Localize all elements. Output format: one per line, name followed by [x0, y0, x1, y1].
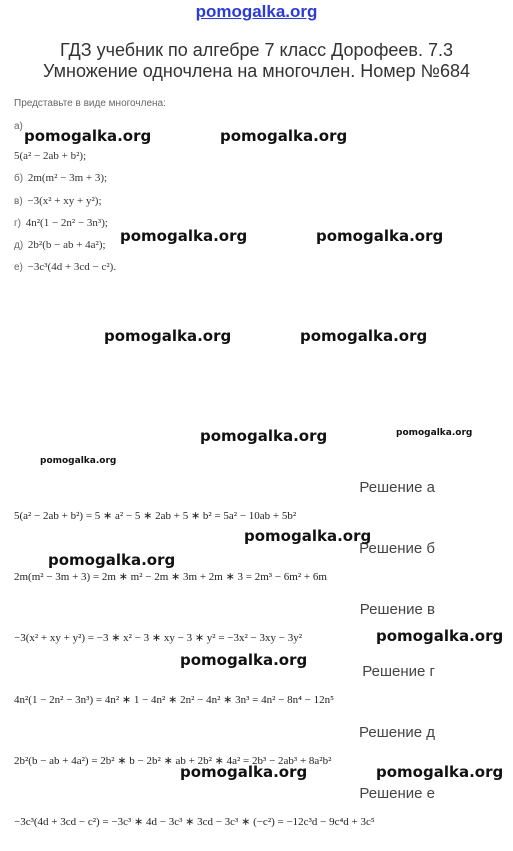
task-item-label: г) — [14, 218, 21, 229]
task-item-expr: −3c³(4d + 3cd − c²). — [27, 261, 117, 273]
watermark: pomogalka.org — [316, 227, 444, 245]
watermark: pomogalka.org — [40, 456, 117, 466]
solution-text-a: 5(a² − 2ab + b²) = 5 ∗ a² − 5 ∗ 2ab + 5 ∗ b² = 5a² − 10ab + 5b² — [14, 510, 297, 522]
task-item-expr: −3(x² + xy + y²); — [27, 195, 102, 207]
task-item-a: 5(a² − 2ab + b²); — [14, 150, 87, 162]
page-title: ГДЗ учебник по алгебре 7 класс Дорофеев. 7.3 Умножение одночлена на многочлен. Номер №684 — [43, 40, 470, 81]
solution-text-b: 2m(m² − 3m + 3) = 2m ∗ m² − 2m ∗ 3m + 2m ∗ 3 = 2m³ − 6m² + 6m — [14, 571, 327, 583]
watermark: pomogalka.org — [300, 327, 428, 345]
solution-text-d: 2b²(b − ab + 4a²) = 2b² ∗ b − 2b² ∗ ab + 2b² ∗ 4a² = 2b³ − 2ab³ + 8a²b² — [14, 755, 332, 767]
solution-heading-b: Решение б — [359, 540, 435, 557]
task-item-b — [14, 172, 107, 184]
watermark: pomogalka.org — [220, 127, 348, 145]
task-item-g — [14, 217, 108, 229]
task-intro: Представьте в виде многочлена: — [14, 98, 166, 109]
watermark: pomogalka.org — [180, 763, 308, 781]
watermark: pomogalka.org — [200, 427, 328, 445]
solution-heading-a: Решение а — [359, 479, 435, 496]
solution-heading-d: Решение д — [359, 724, 435, 741]
solution-heading-g: Решение г — [362, 663, 435, 680]
watermark: pomogalka.org — [104, 327, 232, 345]
solution-heading-v: Решение в — [359, 601, 435, 618]
task-item-expr: 2b²(b − ab + 4a²); — [27, 239, 106, 251]
watermark: pomogalka.org — [396, 428, 473, 438]
task-item-label: д) — [14, 240, 24, 251]
site-link[interactable]: pomogalka.org — [195, 2, 318, 21]
solution-text-e: −3c³(4d + 3cd − c²) = −3c³ ∗ 4d − 3c³ ∗ 3cd − 3c³ ∗ (−c²) = −12c³d − 9c⁴d + 3c⁵ — [14, 816, 375, 828]
watermark: pomogalka.org — [48, 551, 176, 569]
watermark: pomogalka.org — [24, 127, 152, 145]
solution-text-v: −3(x² + xy + y²) = −3 ∗ x² − 3 ∗ xy − 3 ∗ y² = −3x² − 3xy − 3y² — [14, 632, 303, 644]
watermark: pomogalka.org — [376, 763, 504, 781]
task-item-expr: 4n²(1 − 2n² − 3n³); — [25, 217, 108, 229]
watermark: pomogalka.org — [180, 651, 308, 669]
watermark: pomogalka.org — [120, 227, 248, 245]
solution-heading-e: Решение е — [359, 785, 435, 802]
watermark: pomogalka.org — [244, 527, 372, 545]
task-item-label: е) — [14, 262, 23, 273]
watermark: pomogalka.org — [376, 627, 504, 645]
task-item-expr: 2m(m² − 3m + 3); — [27, 172, 108, 184]
task-item-label: а) — [14, 121, 23, 132]
task-item-label: в) — [14, 196, 23, 207]
task-item-e — [14, 261, 116, 273]
task-item-d — [14, 239, 106, 251]
task-item-label: б) — [14, 173, 24, 184]
solution-text-g: 4n²(1 − 2n² − 3n³) = 4n² ∗ 1 − 4n² ∗ 2n² − 4n² ∗ 3n³ = 4n² − 8n⁴ − 12n⁵ — [14, 694, 334, 706]
task-item-v — [14, 195, 102, 207]
